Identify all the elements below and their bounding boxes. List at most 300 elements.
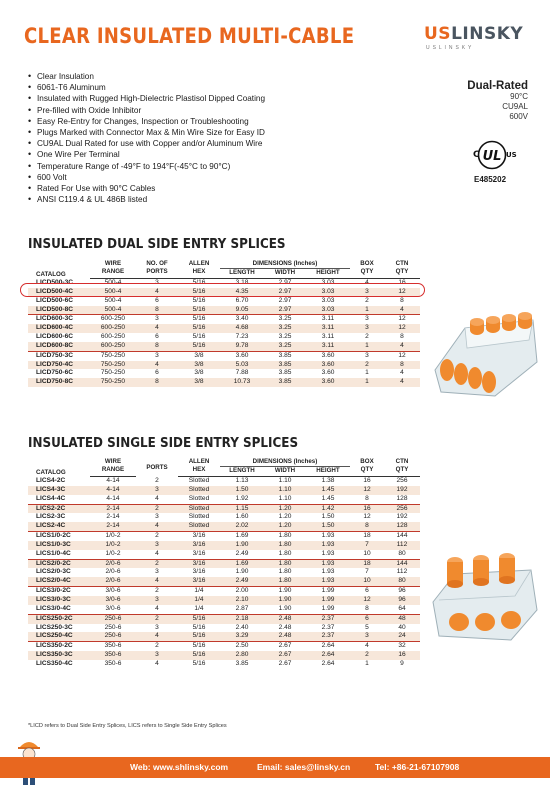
rating-line: 600V (509, 112, 528, 121)
table-cell: 1.69 (220, 532, 264, 541)
table-cell: 1.80 (264, 541, 306, 550)
table-cell: Slotted (188, 494, 210, 502)
table-cell: 6 (155, 333, 159, 341)
table-cell: 6 (155, 296, 159, 304)
feature-item: • 6061-T6 Aluminum (28, 82, 265, 93)
table-cell: 4 (136, 324, 178, 333)
table-cell: 5/16 (178, 342, 220, 351)
rating-heading: Dual-Rated (467, 80, 528, 92)
table-cell: 6 (350, 587, 384, 596)
catalog-cell: LICS4-3C (28, 486, 90, 495)
table-cell: 8 (400, 296, 404, 304)
table-cell: 4 (384, 306, 420, 315)
table-cell: 12 (384, 288, 420, 297)
table-cell: 4 (350, 279, 384, 288)
table-cell: 10 (350, 577, 384, 586)
table-cell: 9.78 (220, 342, 264, 351)
table-cell: 3.25 (264, 315, 306, 324)
table-cell: 5/16 (192, 623, 206, 631)
table-cell: 8 (136, 342, 178, 351)
table-cell: 2 (350, 361, 384, 370)
table-cell: 350-6 (90, 651, 136, 660)
table-row (28, 324, 420, 333)
table-row (28, 550, 420, 559)
table-cell: 2.87 (235, 604, 249, 612)
table-row (28, 614, 420, 623)
table-cell: 8 (136, 306, 178, 315)
catalog-cell: LICD600-4C (28, 324, 90, 333)
table-cell: 2 (136, 559, 178, 568)
table-cell: 1.80 (264, 577, 306, 586)
table-cell: 3/8 (178, 351, 220, 360)
table-cell: 1.99 (306, 587, 350, 596)
table-cell: 1.93 (321, 549, 335, 557)
table-cell: 2 (350, 651, 384, 660)
table-cell: 12 (384, 324, 420, 333)
table-cell: 2/0-6 (105, 568, 121, 576)
table-cell: 3 (136, 279, 178, 288)
table-cell: 40 (398, 623, 406, 631)
table-cell: 8 (365, 604, 369, 612)
table-cell: 600-250 (90, 324, 136, 333)
table-cell: 750-250 (90, 378, 136, 387)
table-row (28, 532, 420, 541)
col-box: BOX (360, 458, 374, 466)
table-cell: 8 (136, 378, 178, 387)
table-cell: 3.03 (306, 279, 350, 288)
col-ctn-qty: QTY (384, 466, 420, 477)
col-dimensions: DIMENSIONS (Inches) (220, 458, 350, 466)
table-cell: 2-14 (106, 513, 120, 521)
table-row (28, 297, 420, 306)
catalog-cell: LICS1/0-4C (36, 549, 71, 557)
table-cell: 9.05 (220, 306, 264, 315)
table-cell: 18 (350, 532, 384, 541)
table-cell: 18 (350, 559, 384, 568)
table-cell: 2.80 (220, 651, 264, 660)
table-cell: 3/0-6 (90, 587, 136, 596)
table-cell: 3 (350, 632, 384, 641)
table-cell: 5/16 (178, 642, 220, 651)
table-cell: 2.10 (220, 596, 264, 605)
feature-item: • ANSI C119.4 & UL 486B listed (28, 194, 265, 205)
table-cell: 500-4 (90, 306, 136, 315)
col-range: RANGE (90, 466, 136, 477)
table-cell: 2.64 (321, 659, 335, 667)
logo-rest: LINSKY (451, 24, 524, 44)
table-cell: 4 (136, 288, 178, 297)
table-row (28, 660, 420, 669)
catalog-cell: LICD750-6C (36, 369, 74, 377)
table-cell: 1 (365, 369, 369, 377)
table-cell: 4 (155, 604, 159, 612)
contact-footer (0, 757, 550, 778)
feature-item: • Plugs Marked with Connector Max & Min Wire Size for Easy ID (28, 127, 265, 138)
table-cell: 80 (398, 549, 406, 557)
table-cell: 2 (136, 587, 178, 596)
table-cell: 4.35 (220, 288, 264, 297)
table-cell: 2 (365, 333, 369, 341)
catalog-cell: LICS1/0-3C (28, 541, 90, 550)
col-dimensions: DIMENSIONS (Inches) (220, 260, 350, 268)
col-height: HEIGHT (306, 268, 350, 279)
table-cell: 1.93 (306, 532, 350, 541)
table-cell: 96 (384, 587, 420, 596)
table-cell: 112 (396, 568, 408, 576)
table-cell: 1 (365, 659, 369, 667)
catalog-cell: LICS1/0-2C (28, 532, 90, 541)
table-row (28, 504, 420, 513)
col-range: RANGE (90, 268, 136, 279)
table-cell: 5/16 (178, 279, 220, 288)
table-cell: 350-6 (104, 659, 122, 667)
table-cell: 3 (155, 513, 159, 521)
catalog-cell: LICD500-8C (28, 306, 90, 315)
table-cell: 3 (136, 486, 178, 495)
footer-web[interactable]: Web: www.shlinsky.com (130, 762, 229, 772)
table-cell: 1 (350, 378, 384, 387)
table-cell: 1.93 (306, 559, 350, 568)
table-cell: 3/16 (192, 568, 206, 576)
table-cell: 3 (136, 351, 178, 360)
table-cell: 2 (136, 504, 178, 513)
table-cell: 500-4 (90, 279, 136, 288)
table-row (28, 632, 420, 641)
table-cell: 750-250 (90, 351, 136, 360)
ul-c-text: C (473, 150, 480, 160)
table-cell: 24 (384, 632, 420, 641)
table-row (28, 378, 420, 387)
table-cell: 192 (384, 486, 420, 495)
table-cell: 7.88 (235, 369, 249, 377)
table-cell: 1.93 (306, 577, 350, 586)
table-cell: 3.18 (220, 279, 264, 288)
table-cell: 1.92 (235, 494, 249, 502)
table-cell: 1.80 (264, 532, 306, 541)
table-cell: 4 (400, 369, 404, 377)
table-cell: 3.03 (306, 288, 350, 297)
table-cell: 80 (384, 577, 420, 586)
table-cell: 16 (384, 651, 420, 660)
table-cell: 1.45 (321, 494, 335, 502)
table-cell: 5/16 (192, 333, 206, 341)
table-cell: 1.99 (306, 596, 350, 605)
footer-email[interactable]: Email: sales@linsky.cn (257, 762, 351, 772)
table-cell: 3.25 (264, 342, 306, 351)
table-row (28, 513, 420, 522)
table-cell: 112 (384, 541, 420, 550)
table-row (28, 642, 420, 651)
table-cell: 12 (350, 486, 384, 495)
table-row (28, 306, 420, 315)
table-row (28, 315, 420, 324)
table-cell: 1.93 (321, 568, 335, 576)
table-cell: 3 (136, 651, 178, 660)
table-cell: 3.25 (264, 324, 306, 333)
table-cell: 7 (350, 541, 384, 550)
table-row (28, 495, 420, 504)
table-cell: 3.60 (306, 361, 350, 370)
highlight-oval (20, 283, 425, 297)
table-cell: 3.85 (264, 361, 306, 370)
table-cell: 1.38 (321, 477, 335, 484)
col-box-qty: QTY (350, 466, 384, 477)
table-row (28, 477, 420, 486)
col-width: WIDTH (264, 268, 306, 279)
table-row (28, 559, 420, 568)
dual-splice-table (28, 260, 420, 387)
table-cell: 2.97 (278, 296, 292, 304)
rating-block (467, 80, 528, 122)
table-cell: 8 (350, 522, 384, 531)
table-cell: 6 (350, 614, 384, 623)
table-cell: 2 (136, 532, 178, 541)
catalog-cell: LICS2/0-3C (36, 568, 71, 576)
feature-item: • 600 Volt (28, 172, 265, 183)
table-cell: 3.40 (220, 315, 264, 324)
catalog-cell: LICS250-2C (28, 614, 90, 623)
catalog-cell: LICS2-3C (36, 513, 66, 521)
table-row (28, 361, 420, 370)
table-cell: 1.20 (278, 513, 292, 521)
table-cell: 3.85 (264, 351, 306, 360)
table-cell: 1 (350, 306, 384, 315)
catalog-cell: LICS4-4C (36, 494, 66, 502)
table-cell: 256 (396, 477, 408, 484)
catalog-cell: LICD600-8C (28, 342, 90, 351)
table-cell: 600-250 (90, 315, 136, 324)
table-cell: 1/4 (194, 604, 204, 612)
table-cell: 3.60 (306, 351, 350, 360)
table-cell: 3.85 (235, 659, 249, 667)
table-cell: 5/16 (178, 324, 220, 333)
feature-item: • Clear Insulation (28, 71, 265, 82)
table-row (28, 541, 420, 550)
catalog-cell: LICD500-6C (36, 296, 74, 304)
col-ctn: CTN (395, 260, 409, 268)
catalog-cell: LICS2/0-2C (28, 559, 90, 568)
table-row (28, 333, 420, 342)
feature-item: • Temperature Range of -49°F to 194°F(-45°C to 90°C) (28, 161, 265, 172)
table-cell: 3 (350, 288, 384, 297)
table-cell: 5/16 (178, 315, 220, 324)
feature-item: • CU9AL Dual Rated for use with Copper and/or Aluminum Wire (28, 138, 265, 149)
table-cell: 1/0-2 (90, 532, 136, 541)
catalog-cell: LICS350-3C (28, 651, 90, 660)
col-ports: PORTS (146, 463, 168, 471)
table-cell: Slotted (178, 486, 220, 495)
table-cell: 1 (350, 342, 384, 351)
table-cell: 3.03 (321, 296, 335, 304)
catalog-cell: LICD750-4C (28, 361, 90, 370)
catalog-cell: LICD750-8C (28, 378, 90, 387)
catalog-cell: LICS2/0-4C (28, 577, 90, 586)
table-cell: 3 (155, 623, 159, 631)
table-cell: 3.03 (306, 306, 350, 315)
table-cell: 64 (398, 604, 406, 612)
table-cell: 2-14 (90, 504, 136, 513)
table-cell: 2.48 (264, 614, 306, 623)
feature-item: • One Wire Per Terminal (28, 149, 265, 160)
table-cell: 1.20 (264, 504, 306, 513)
table-cell: 250-6 (90, 632, 136, 641)
catalog-cell: LICS250-4C (28, 632, 90, 641)
table-cell: 2.02 (220, 522, 264, 531)
table-cell: 6 (155, 369, 159, 377)
table-cell: 4 (155, 659, 159, 667)
table-cell: 4-14 (106, 477, 120, 484)
table-cell: Slotted (178, 522, 220, 531)
table-cell: 1.80 (264, 559, 306, 568)
table-cell: 3.60 (306, 378, 350, 387)
single-splice-table (28, 458, 420, 669)
table-cell: 2.48 (264, 632, 306, 641)
table-cell: 3 (350, 324, 384, 333)
col-ctn-qty: QTY (384, 268, 420, 279)
catalog-cell: LICS2-2C (28, 504, 90, 513)
table-cell: 1.13 (235, 477, 249, 484)
catalog-cell: LICS350-4C (36, 659, 73, 667)
table-cell: 3.60 (321, 369, 335, 377)
table-cell: 2 (365, 296, 369, 304)
table-cell: 4 (136, 361, 178, 370)
ul-mark-text: UL (482, 149, 502, 164)
table-cell: 750-250 (90, 361, 136, 370)
table-cell: 1.90 (264, 587, 306, 596)
table-cell: 8 (400, 333, 404, 341)
table-cell: 2.50 (220, 642, 264, 651)
table-cell: 2.64 (306, 651, 350, 660)
table-row (28, 342, 420, 351)
table-cell: 256 (384, 504, 420, 513)
col-length: LENGTH (220, 466, 264, 477)
table-cell: 4 (155, 494, 159, 502)
table-cell: 2.49 (235, 549, 249, 557)
table-cell: 2.48 (278, 623, 292, 631)
table-cell: 1.10 (278, 494, 292, 502)
table-cell: 500-4 (90, 288, 136, 297)
table-cell: 1.90 (264, 596, 306, 605)
table-row (28, 596, 420, 605)
col-hex: HEX (178, 268, 220, 279)
ul-us-text: US (506, 151, 517, 159)
table-cell: 2.97 (264, 306, 306, 315)
table-cell: 3/16 (178, 559, 220, 568)
table-cell: 750-250 (100, 369, 126, 377)
table-cell: 1/4 (178, 596, 220, 605)
table-cell: 5/16 (192, 296, 206, 304)
brand-logo (424, 24, 523, 44)
page-title: CLEAR INSULATED MULTI-CABLE (24, 24, 355, 48)
feature-item: • Insulated with Rugged High-Dielectric Plastisol Dipped Coating (28, 93, 265, 104)
table-cell: 2.67 (278, 659, 292, 667)
table-cell: 192 (396, 513, 408, 521)
catalog-cell: LICD750-3C (28, 351, 90, 360)
table-cell: 600-250 (100, 333, 126, 341)
table-cell: 1.60 (235, 513, 249, 521)
table-cell: 12 (350, 596, 384, 605)
table-cell: 3 (350, 351, 384, 360)
table-cell: 1.10 (264, 486, 306, 495)
table-cell: 2.18 (220, 614, 264, 623)
table-row (28, 651, 420, 660)
table-cell: 48 (384, 614, 420, 623)
table-cell: 5 (365, 623, 369, 631)
table-cell: 5/16 (178, 651, 220, 660)
col-wire: WIRE (104, 458, 122, 466)
table-cell: 1/0-2 (90, 541, 136, 550)
table-cell: 4 (384, 342, 420, 351)
table-cell: 1.90 (278, 604, 292, 612)
col-length: LENGTH (220, 268, 264, 279)
table-cell: 2.00 (220, 587, 264, 596)
table-cell: 16 (363, 477, 371, 484)
col-hex: HEX (178, 466, 220, 477)
table-cell: 3.85 (278, 369, 292, 377)
feature-list (28, 71, 265, 205)
table-cell: 5.03 (220, 361, 264, 370)
col-box: BOX (360, 260, 374, 268)
table-cell: 2.37 (321, 623, 335, 631)
catalog-cell: LICS3/0-3C (28, 596, 90, 605)
table-cell: 10.73 (220, 378, 264, 387)
table-cell: 3.11 (306, 315, 350, 324)
table-cell: 5/16 (178, 288, 220, 297)
table-cell: 2 (136, 614, 178, 623)
table-cell: 2.37 (306, 614, 350, 623)
table-cell: 250-6 (90, 614, 136, 623)
table-cell: 1.15 (220, 504, 264, 513)
catalog-cell: LICS3/0-4C (36, 604, 71, 612)
single-section-title: INSULATED SINGLE SIDE ENTRY SPLICES (28, 436, 299, 451)
table-cell: 8 (365, 494, 369, 502)
table-cell: 3.11 (321, 333, 335, 341)
table-cell: 32 (384, 642, 420, 651)
catalog-cell: LICS350-2C (28, 642, 90, 651)
table-cell: 1.99 (321, 604, 335, 612)
table-cell: 3 (136, 315, 178, 324)
table-cell: 350-6 (90, 642, 136, 651)
col-catalog: CATALOG (36, 469, 66, 476)
logo-tagline: U S L I N S K Y (426, 45, 473, 51)
table-cell: 3 (136, 541, 178, 550)
table-cell: 2/0-6 (90, 577, 136, 586)
col-height: HEIGHT (306, 466, 350, 477)
table-cell: 16 (350, 504, 384, 513)
table-cell: 4 (384, 378, 420, 387)
table-cell: 3/8 (178, 378, 220, 387)
table-cell: 3/16 (178, 577, 220, 586)
logo-us: US (424, 24, 452, 44)
table-cell: 1.10 (278, 477, 292, 484)
table-cell: 2.97 (264, 288, 306, 297)
table-cell: 1.50 (306, 522, 350, 531)
table-cell: 3/16 (178, 541, 220, 550)
col-no-of: NO. OF (146, 260, 168, 268)
table-cell: 7.23 (235, 333, 249, 341)
table-cell: 5/16 (178, 632, 220, 641)
table-cell: 144 (384, 559, 420, 568)
table-cell: 2 (155, 476, 159, 484)
table-cell: 1.80 (278, 549, 292, 557)
table-cell: 96 (384, 596, 420, 605)
rating-line: 90°C (510, 92, 528, 101)
table-cell: 1.50 (321, 513, 335, 521)
table-cell: 4 (136, 522, 178, 531)
table-cell: 16 (384, 279, 420, 288)
rating-line: CU9AL (502, 102, 528, 111)
table-cell: 2 (136, 642, 178, 651)
